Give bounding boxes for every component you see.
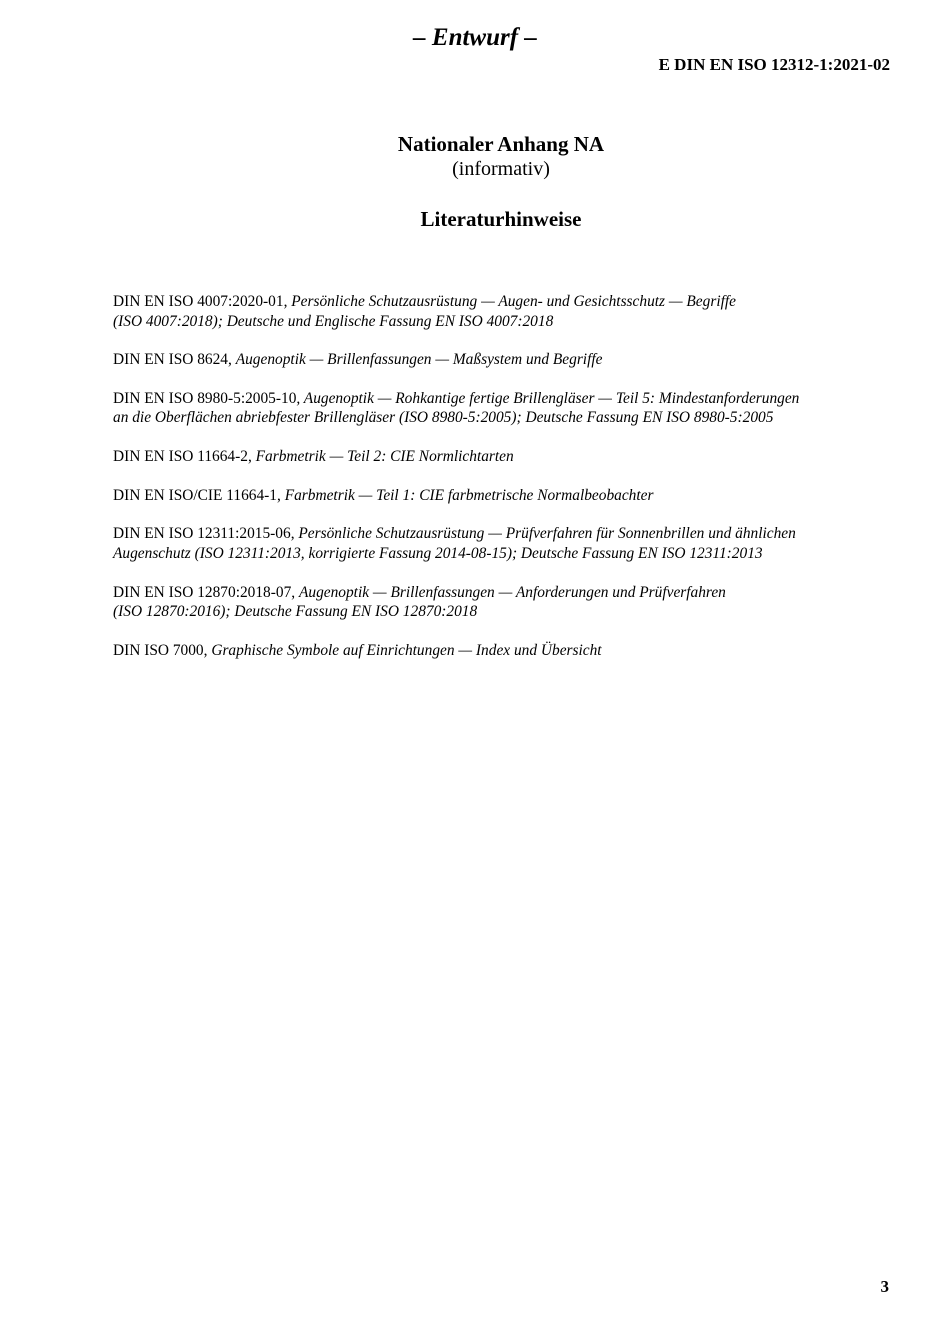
reference-designation: DIN EN ISO 8980-5:2005-10 <box>113 389 297 407</box>
reference-item <box>113 447 893 467</box>
reference-designation: DIN EN ISO 12870:2018-07, <box>113 583 299 601</box>
reference-designation: DIN EN ISO 4007:2020-01, <box>113 293 292 310</box>
reference-title: , Augenoptik — Rohkantige fertige Brillengläser — Teil 5: Mindestanforderungen <box>296 389 800 407</box>
reference-title-continuation: (ISO 4007:2018); Deutsche und Englische Fassung EN ISO 4007:2018 <box>113 312 554 330</box>
reference-title: Augenoptik — Brillenfassungen — Maßsystem und Begriffe <box>235 351 603 369</box>
annex-title: Nationaler Anhang NA <box>397 132 605 156</box>
draft-watermark-label: – Entwurf – <box>413 24 537 51</box>
reference-item <box>113 389 893 428</box>
reference-designation: DIN EN ISO 11664-2, <box>113 448 256 466</box>
reference-title: Persönliche Schutzausrüstung — Prüfverfahren für Sonnenbrillen und ähnlichen <box>298 525 796 543</box>
reference-designation: DIN ISO 7000, <box>113 641 212 659</box>
reference-designation: DIN EN ISO 12311:2015-06, <box>113 525 299 543</box>
reference-title: Graphische Symbole auf Einrichtungen — Index und Übersicht <box>211 641 602 659</box>
reference-title: Persönliche Schutzausrüstung — Augen- und Gesichtsschutz — Begriffe <box>291 293 736 310</box>
reference-title-continuation: Augenschutz (ISO 12311:2013, korrigierte Fassung 2014-08-15); Deutsche Fassung EN ISO 12311:2013 <box>113 544 763 562</box>
reference-title-continuation: (ISO 12870:2016); Deutsche Fassung EN ISO 12870:2018 <box>113 603 478 621</box>
annex-subtitle: (informativ) <box>452 158 550 180</box>
bibliography-list <box>113 292 893 680</box>
document-identifier: E DIN EN ISO 12312-1:2021-02 <box>658 55 890 74</box>
reference-item <box>113 641 893 661</box>
reference-designation: DIN EN ISO/CIE 11664-1, <box>113 486 285 504</box>
section-title-bibliography: Literaturhinweise <box>420 207 582 231</box>
reference-item <box>113 583 893 622</box>
reference-title: Farbmetrik — Teil 2: CIE Normlichtarten <box>255 448 514 466</box>
reference-item <box>113 292 893 331</box>
reference-designation: DIN EN ISO 8624, <box>113 351 236 369</box>
page-number: 3 <box>880 1277 889 1296</box>
reference-item <box>113 350 893 370</box>
reference-title-continuation: an die Oberflächen abriebfester Brillengläser (ISO 8980-5:2005); Deutsche Fassung EN ISO 8980-5:2005 <box>113 409 774 427</box>
reference-item <box>113 486 893 506</box>
reference-title: Augenoptik — Brillenfassungen — Anforderungen und Prüfverfahren <box>298 583 726 601</box>
reference-item <box>113 524 893 563</box>
reference-title: Farbmetrik — Teil 1: CIE farbmetrische Normalbeobachter <box>284 486 654 504</box>
